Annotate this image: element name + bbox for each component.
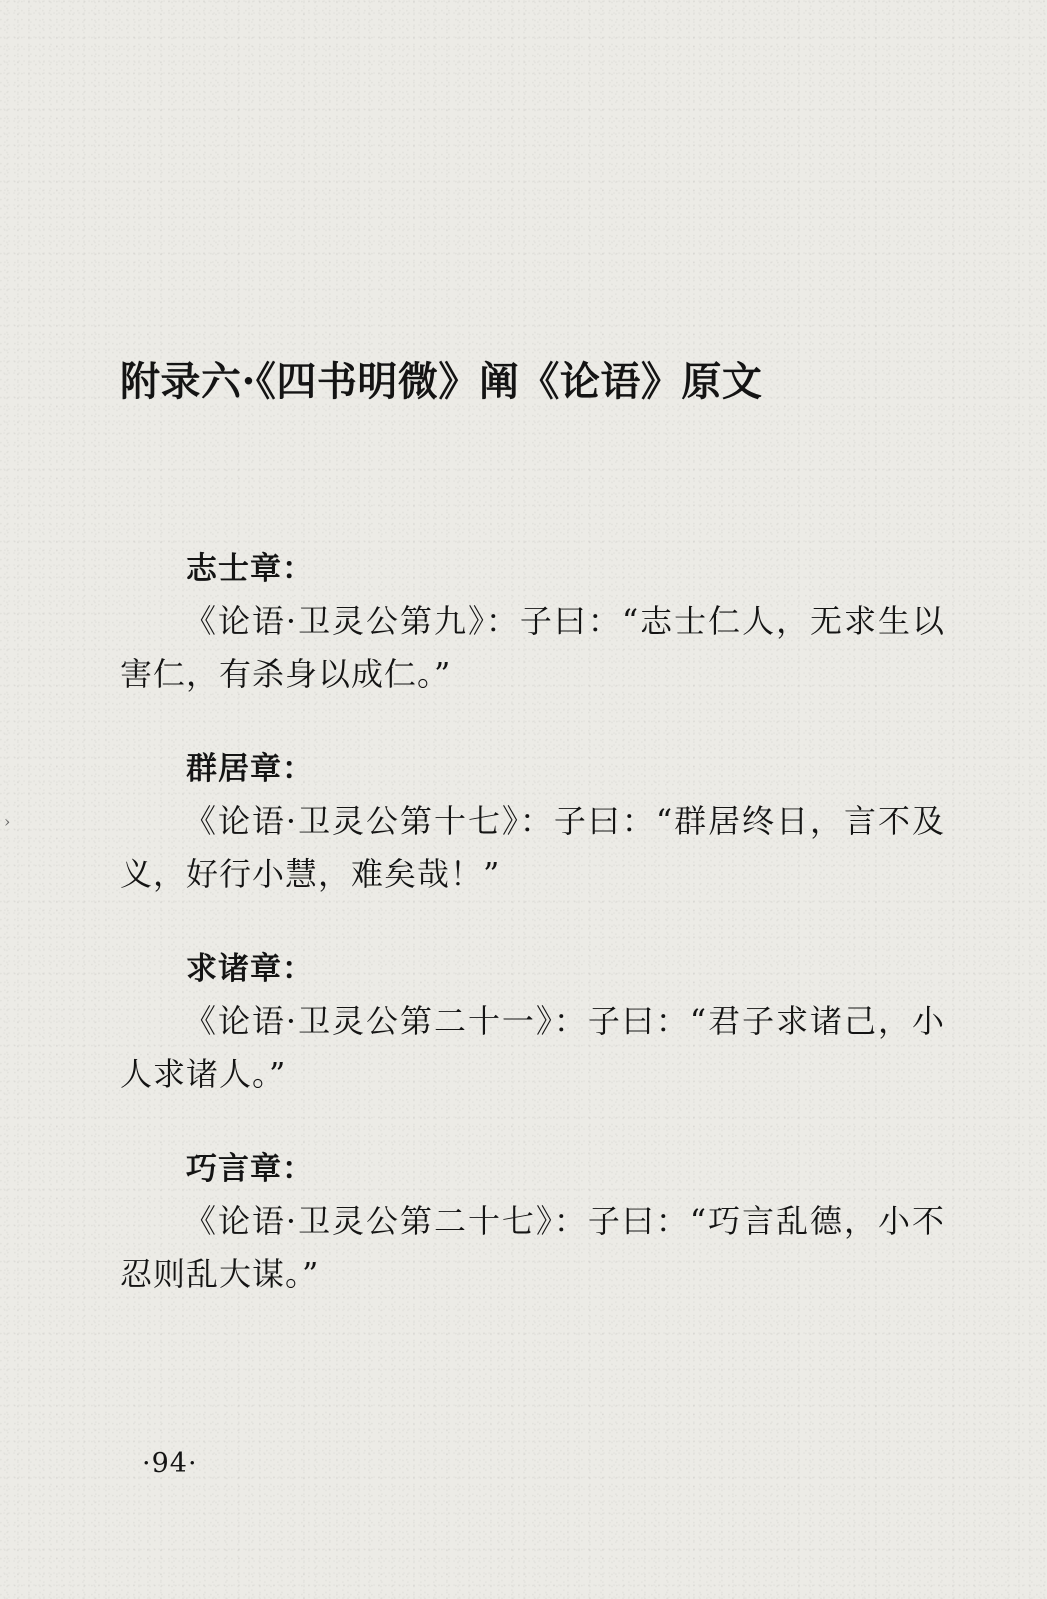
- chapter-title: 附录六·《四书明微》阐《论语》原文: [120, 358, 763, 405]
- page-number: ·94·: [142, 1448, 198, 1479]
- section-qunju: [120, 743, 945, 901]
- section-heading: 群居章：: [186, 751, 314, 787]
- section-text: 《论语·卫灵公第九》：子曰：“志士仁人，无求生以害仁，有杀身以成仁。”: [120, 602, 945, 693]
- chapter-sections: [120, 543, 945, 1343]
- section-zhishi: [120, 543, 945, 701]
- section-qiuzhu: [120, 943, 945, 1101]
- margin-mark: ›: [4, 812, 11, 831]
- section-heading: 巧言章：: [186, 1151, 314, 1187]
- section-text: 《论语·卫灵公第二十七》：子曰：“巧言乱德，小不忍则乱大谋。”: [120, 1202, 945, 1293]
- section-text: 《论语·卫灵公第十七》：子曰：“群居终日，言不及义，好行小慧，难矣哉！”: [120, 802, 945, 893]
- section-heading: 志士章：: [186, 551, 314, 587]
- section-text: 《论语·卫灵公第二十一》：子曰：“君子求诸己，小人求诸人。”: [120, 1002, 945, 1093]
- section-qiaoyan: [120, 1143, 945, 1301]
- section-heading: 求诸章：: [186, 951, 314, 987]
